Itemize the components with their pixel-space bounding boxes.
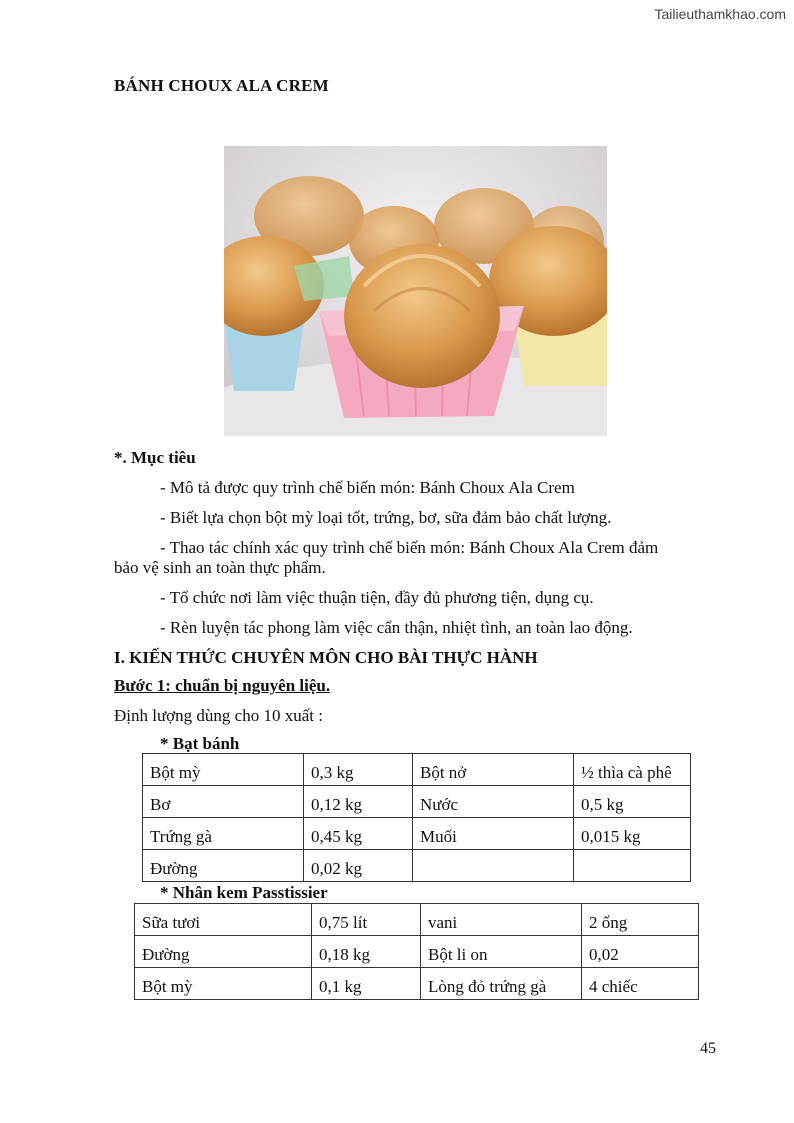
watermark: Tailieuthamkhao.com — [654, 6, 786, 22]
section-heading: I. KIẾN THỨC CHUYÊN MÔN CHO BÀI THỰC HÀNH — [114, 648, 538, 667]
quantity-cell: 0,02 — [582, 936, 699, 968]
ingredient-cell: Đường — [143, 850, 304, 882]
table-row — [135, 936, 699, 968]
table-row — [143, 754, 691, 786]
objective-item: - Mô tả được quy trình chế biến món: Bánh Choux Ala Crem — [160, 478, 575, 497]
dough-ingredients-table — [142, 753, 691, 882]
ingredient-cell: Đường — [135, 936, 312, 968]
filling-ingredients-table — [134, 903, 699, 1000]
quantity-cell: 0,18 kg — [312, 936, 421, 968]
ingredient-cell: Nước — [413, 786, 574, 818]
objective-item: - Biết lựa chọn bột mỳ loại tốt, trứng, bơ, sữa đảm bảo chất lượng. — [160, 508, 612, 527]
quantity-cell: 0,02 kg — [304, 850, 413, 882]
page-title: BÁNH CHOUX ALA CREM — [114, 76, 329, 95]
ingredient-cell: Lòng đỏ trứng gà — [421, 968, 582, 1000]
objectives-heading: *. Mục tiêu — [114, 448, 196, 467]
ingredient-cell: Trứng gà — [143, 818, 304, 850]
ingredient-cell: vani — [421, 904, 582, 936]
page-number: 45 — [700, 1040, 716, 1057]
cream-puff-photo — [224, 146, 607, 436]
ingredient-cell: Muối — [413, 818, 574, 850]
ingredient-cell: Bột nở — [413, 754, 574, 786]
ingredient-cell: Bơ — [143, 786, 304, 818]
quantity-cell: 2 ống — [582, 904, 699, 936]
table-row — [135, 904, 699, 936]
table-row — [135, 968, 699, 1000]
quantity-cell: 0,1 kg — [312, 968, 421, 1000]
ingredient-cell: Bột li on — [421, 936, 582, 968]
table-row — [143, 850, 691, 882]
objective-item: - Tổ chức nơi làm việc thuận tiện, đầy đủ phương tiện, dụng cụ. — [160, 588, 594, 607]
quantity-cell: 0,5 kg — [574, 786, 691, 818]
table-row — [143, 818, 691, 850]
ingredient-cell — [413, 850, 574, 882]
quantity-cell: 0,45 kg — [304, 818, 413, 850]
quantity-cell: 0,75 lít — [312, 904, 421, 936]
table-row — [143, 786, 691, 818]
ingredient-cell: Bột mỳ — [135, 968, 312, 1000]
quantity-cell: 0,3 kg — [304, 754, 413, 786]
filling-heading: * Nhân kem Passtissier — [160, 883, 328, 902]
objective-item: - Thao tác chính xác quy trình chế biến món: Bánh Choux Ala Crem đảm — [160, 538, 659, 557]
quantity-cell: 0,12 kg — [304, 786, 413, 818]
ingredient-cell: Sữa tươi — [135, 904, 312, 936]
objectives-section — [114, 448, 724, 754]
portion-note: Định lượng dùng cho 10 xuất : — [114, 706, 323, 725]
ingredient-cell: Bột mỳ — [143, 754, 304, 786]
quantity-cell: ½ thìa cà phê — [574, 754, 691, 786]
quantity-cell: 4 chiếc — [582, 968, 699, 1000]
quantity-cell: 0,015 kg — [574, 818, 691, 850]
quantity-cell — [574, 850, 691, 882]
objective-item-continuation: bảo vệ sinh an toàn thực phẩm. — [114, 558, 326, 577]
objective-item: - Rèn luyện tác phong làm việc cẩn thận, nhiệt tình, an toàn lao động. — [160, 618, 633, 637]
step-heading: Bước 1: chuẩn bị nguyên liệu. — [114, 676, 331, 695]
dough-heading: * Bạt bánh — [160, 734, 240, 753]
